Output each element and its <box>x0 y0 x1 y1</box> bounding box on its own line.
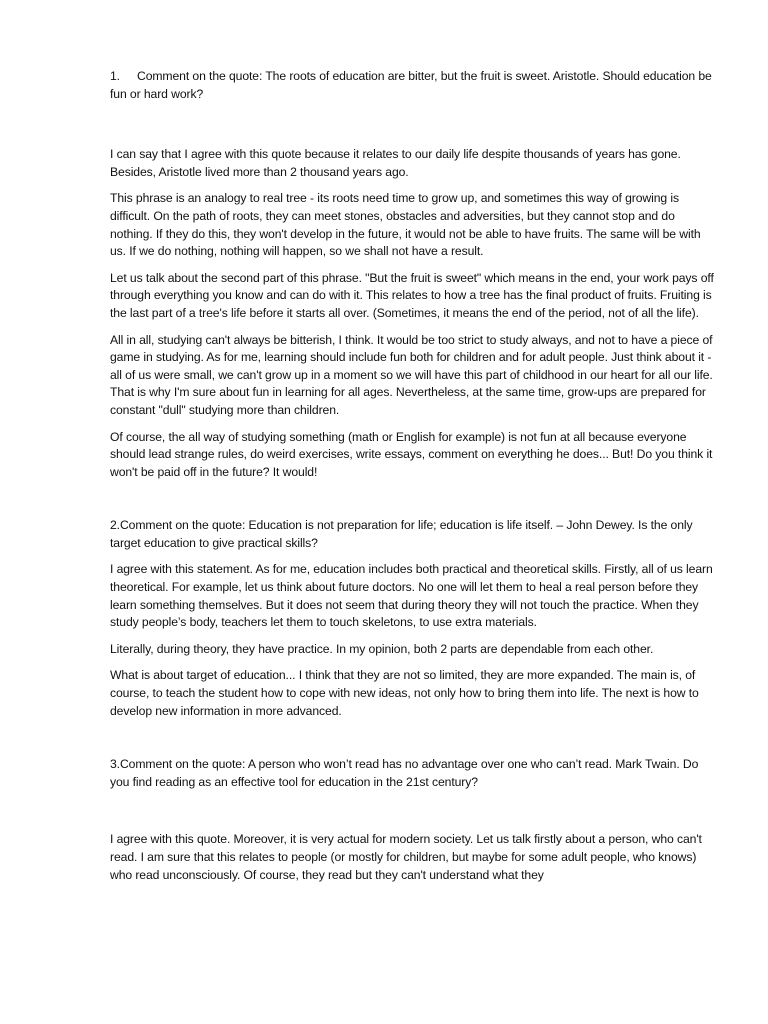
question-1-number: 1. <box>110 69 120 83</box>
question-1-heading <box>110 68 714 103</box>
answer-2-paragraph-1: I agree with this statement. As for me, education includes both practical and theoretical skills. Firstly, all of us learn theoretical. For example, let us think about future doctors. No one will let them to heal a real person before they learn something themselves. But it does not seem that during theory they will not touch the practice. When they study people’s body, teachers let them to touch skeletons, to use extra materials. <box>110 562 713 630</box>
answer-2-paragraph-2: Literally, during theory, they have practice. In my opinion, both 2 parts are dependable from each other. <box>110 641 654 656</box>
question-1-text: Comment on the quote: The roots of education are bitter, but the fruit is sweet. Aristotle. Should education be fun or hard work? <box>110 69 712 101</box>
answer-1-paragraph-1: I can say that I agree with this quote because it relates to our daily life despite thousands of years has gone. Besides, Aristotle lived more than 2 thousand years ago. <box>110 147 681 179</box>
answer-1-paragraph-3: Let us talk about the second part of this phrase. "But the fruit is sweet" which means in the end, your work pays off through everything you know and can do with it. This relates to how a tree has the final product of fruits. Fruiting is the last part of a tree's life before it starts all over. (Sometimes, it means the end of the period, not of all the life). <box>110 270 714 320</box>
answer-2-paragraph-3: What is about target of education... I think that they are not so limited, they are more expanded. The main is, of course, to teach the student how to cope with new ideas, not only how to bring them into life. The next is how to develop new information in more advanced. <box>110 668 699 718</box>
question-3-heading: 3.Comment on the quote: A person who won’t read has no advantage over one who can’t read. Mark Twain. Do you find reading as an effective tool for education in the 21st century? <box>110 757 699 789</box>
answer-3-paragraph-1: I agree with this quote. Moreover, it is very actual for modern society. Let us talk firstly about a person, who can't read. I am sure that this relates to people (or mostly for children, but maybe for some adult people, who knows) who read unconsciously. Of course, they read but they can't understand what they <box>110 832 702 882</box>
answer-1-paragraph-4: All in all, studying can't always be bitterish, I think. It would be too strict to study always, and not to have a piece of game in studying. As for me, learning should include fun both for children and for adult people. Just think about it - all of us were small, we can't grow up in a moment so we will have this part of childhood in our heart for all our life. That is why I'm sure about fun in learning for all ages. Nevertheless, at the same time, grow-ups are prepared for constant "dull" studying more than children. <box>110 332 713 417</box>
question-2-heading: 2.Comment on the quote: Education is not preparation for life; education is life itself. – John Dewey. Is the only target education to give practical skills? <box>110 518 693 550</box>
answer-1-paragraph-5: Of course, the all way of studying something (math or English for example) is not fun at all because everyone should lead strange rules, do weird exercises, write essays, comment on everything he does... But! Do you think it won't be paid off in the future? It would! <box>110 429 713 479</box>
document-body <box>110 68 714 893</box>
answer-1-paragraph-2: This phrase is an analogy to real tree - its roots need time to grow up, and sometimes this way of growing is difficult. On the path of roots, they can meet stones, obstacles and adversities, but they cannot stop and do nothing. If they do this, they won't develop in the future, it would not be able to have fruits. The same will be with us. If we do nothing, nothing will happen, so we shall not have a result. <box>110 191 701 259</box>
